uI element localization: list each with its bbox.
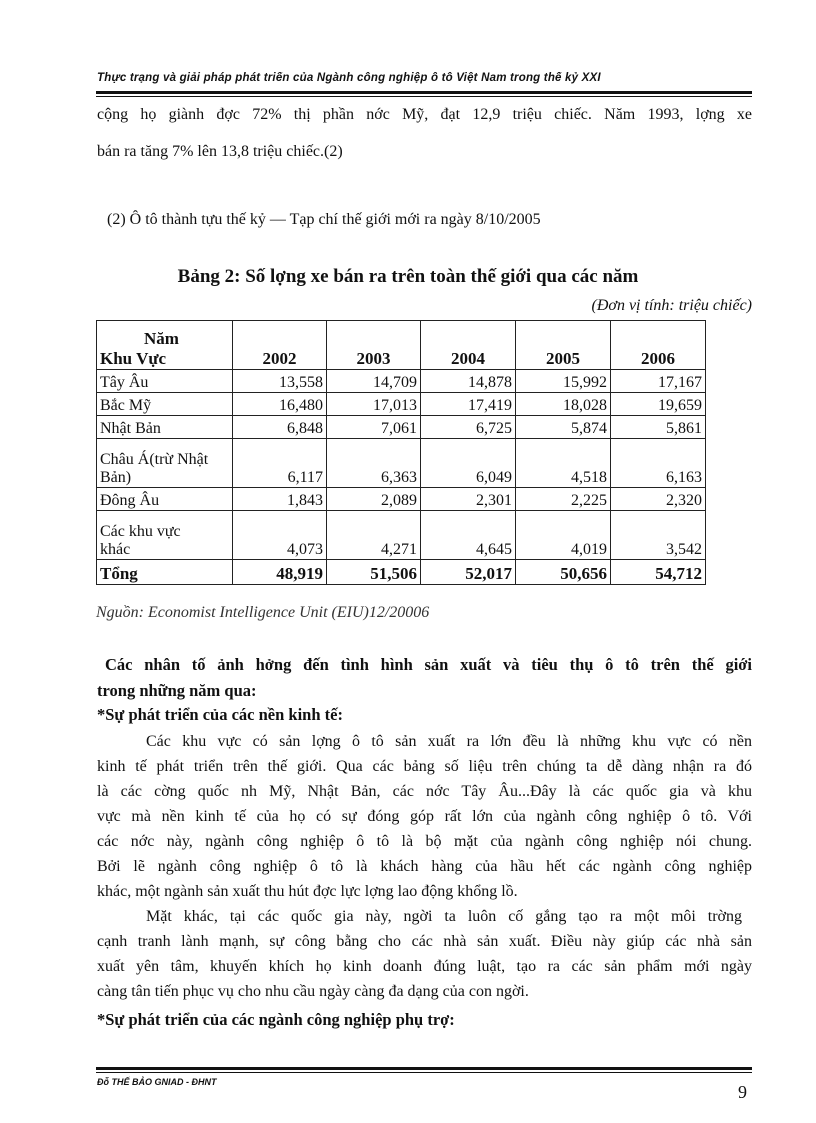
value-cell: 6,117 <box>233 439 327 488</box>
value-cell: 6,363 <box>327 439 421 488</box>
region-cell: Các khu vực khác <box>97 511 233 560</box>
corner-cell: Năm Khu Vực <box>97 321 233 370</box>
table-row <box>97 370 706 393</box>
region-cell: Nhật Bản <box>97 416 233 439</box>
footer-author: Đỗ THẾ BẢO GNIAD - ĐHNT <box>97 1077 217 1087</box>
year-header: 2005 <box>516 321 611 370</box>
table-row <box>97 393 706 416</box>
intro-line-1: cộng họ giành đợc 72% thị phần nớc Mỹ, đạt 12,9 triệu chiếc. Năm 1993, lợng xe <box>97 106 752 123</box>
table-total-row <box>97 560 706 585</box>
footer-rule-thick <box>96 1067 752 1070</box>
total-value: 52,017 <box>421 560 516 585</box>
header-rule-thin <box>96 96 752 97</box>
value-cell: 6,163 <box>611 439 706 488</box>
section-heading-line-1: Các nhân tố ảnh hởng đến tình hình sản xuất và tiêu thụ ô tô trên thế giới <box>105 655 752 674</box>
value-cell: 19,659 <box>611 393 706 416</box>
table-header-row <box>97 321 706 370</box>
value-cell: 16,480 <box>233 393 327 416</box>
year-header: 2004 <box>421 321 516 370</box>
value-cell: 13,558 <box>233 370 327 393</box>
paragraph-line: càng tân tiến phục vụ cho nhu cầu ngày càng đa dạng của con ngời. <box>97 983 529 1000</box>
total-value: 54,712 <box>611 560 706 585</box>
year-header: 2002 <box>233 321 327 370</box>
paragraph-line: xuất yên tâm, khuyến khích họ kinh doanh đúng luật, tạo ra các sản phẩm mới ngày <box>97 958 752 975</box>
total-value: 48,919 <box>233 560 327 585</box>
table-row <box>97 416 706 439</box>
paragraph-line: Các khu vực có sản lợng ô tô sản xuất ra lớn đều là những khu vực có nền <box>146 733 752 750</box>
intro-line-2: bán ra tăng 7% lên 13,8 triệu chiếc.(2) <box>97 143 343 160</box>
section-heading-line-2: trong những năm qua: <box>97 681 257 700</box>
year-header: 2006 <box>611 321 706 370</box>
footer-rule-thin <box>96 1072 752 1073</box>
running-header: Thực trạng và giải pháp phát triển của Ngành công nghiệp ô tô Việt Nam trong thế kỷ XXI <box>97 72 601 84</box>
value-cell: 2,225 <box>516 488 611 511</box>
subheading-economies: *Sự phát triển của các nền kinh tế: <box>97 705 343 724</box>
value-cell: 17,013 <box>327 393 421 416</box>
value-cell: 4,518 <box>516 439 611 488</box>
paragraph-line: kinh tế phát triển trên thế giới. Qua các bảng số liệu trên chúng ta dễ dàng nhận ra đó <box>97 758 752 775</box>
year-header: 2003 <box>327 321 421 370</box>
value-cell: 6,049 <box>421 439 516 488</box>
value-cell: 7,061 <box>327 416 421 439</box>
total-value: 50,656 <box>516 560 611 585</box>
value-cell: 5,861 <box>611 416 706 439</box>
value-cell: 4,645 <box>421 511 516 560</box>
table-unit: (Đơn vị tính: triệu chiếc) <box>591 297 752 314</box>
paragraph-line: vực mà nền kinh tế của họ có sự đóng góp rất lớn của ngành công nghiệp ô tô. Với <box>97 808 752 825</box>
table-row <box>97 511 706 560</box>
value-cell: 4,019 <box>516 511 611 560</box>
value-cell: 6,725 <box>421 416 516 439</box>
page-number: 9 <box>738 1082 747 1102</box>
paragraph-line: Mặt khác, tại các quốc gia này, ngời ta luôn cố gắng tạo ra một môi trờng <box>146 908 742 925</box>
value-cell: 4,271 <box>327 511 421 560</box>
footnote: (2) Ô tô thành tựu thế kỷ — Tạp chí thế giới mới ra ngày 8/10/2005 <box>107 211 541 228</box>
region-cell: Đông Âu <box>97 488 233 511</box>
value-cell: 17,167 <box>611 370 706 393</box>
paragraph-line: Bởi lẽ ngành công nghiệp ô tô là khách hàng của hầu hết các ngành công nghiệp <box>97 858 752 875</box>
total-value: 51,506 <box>327 560 421 585</box>
paragraph-line: là các cờng quốc nh Mỹ, Nhật Bản, các nớc Tây Âu...Đây là các quốc gia và khu <box>97 783 752 800</box>
value-cell: 1,843 <box>233 488 327 511</box>
table-source: Nguồn: Economist Intelligence Unit (EIU)12/20006 <box>96 604 430 621</box>
region-cell: Bắc Mỹ <box>97 393 233 416</box>
value-cell: 2,301 <box>421 488 516 511</box>
sales-table <box>96 320 706 585</box>
value-cell: 15,992 <box>516 370 611 393</box>
value-cell: 2,089 <box>327 488 421 511</box>
region-cell: Tây Âu <box>97 370 233 393</box>
total-label: Tổng <box>97 560 233 585</box>
table-caption: Bảng 2: Số lợng xe bán ra trên toàn thế giới qua các năm <box>177 266 639 287</box>
value-cell: 6,848 <box>233 416 327 439</box>
header-rule-thick <box>96 91 752 94</box>
table-row <box>97 439 706 488</box>
value-cell: 2,320 <box>611 488 706 511</box>
region-cell: Châu Á(trừ Nhật Bản) <box>97 439 233 488</box>
value-cell: 17,419 <box>421 393 516 416</box>
value-cell: 14,878 <box>421 370 516 393</box>
value-cell: 4,073 <box>233 511 327 560</box>
paragraph-line: cạnh tranh lành mạnh, sự công bằng cho các nhà sản xuất. Điều này giúp các nhà sản <box>97 933 752 950</box>
value-cell: 5,874 <box>516 416 611 439</box>
paragraph-line: khác, một ngành sản xuất thu hút đợc lực lợng lao động khổng lồ. <box>97 883 518 900</box>
table-row <box>97 488 706 511</box>
value-cell: 14,709 <box>327 370 421 393</box>
value-cell: 3,542 <box>611 511 706 560</box>
paragraph-line: các nớc này, ngành công nghiệp ô tô là bộ mặt của ngành công nghiệp nói chung. <box>97 833 752 850</box>
value-cell: 18,028 <box>516 393 611 416</box>
subheading-support-industries: *Sự phát triển của các ngành công nghiệp phụ trợ: <box>97 1010 455 1029</box>
